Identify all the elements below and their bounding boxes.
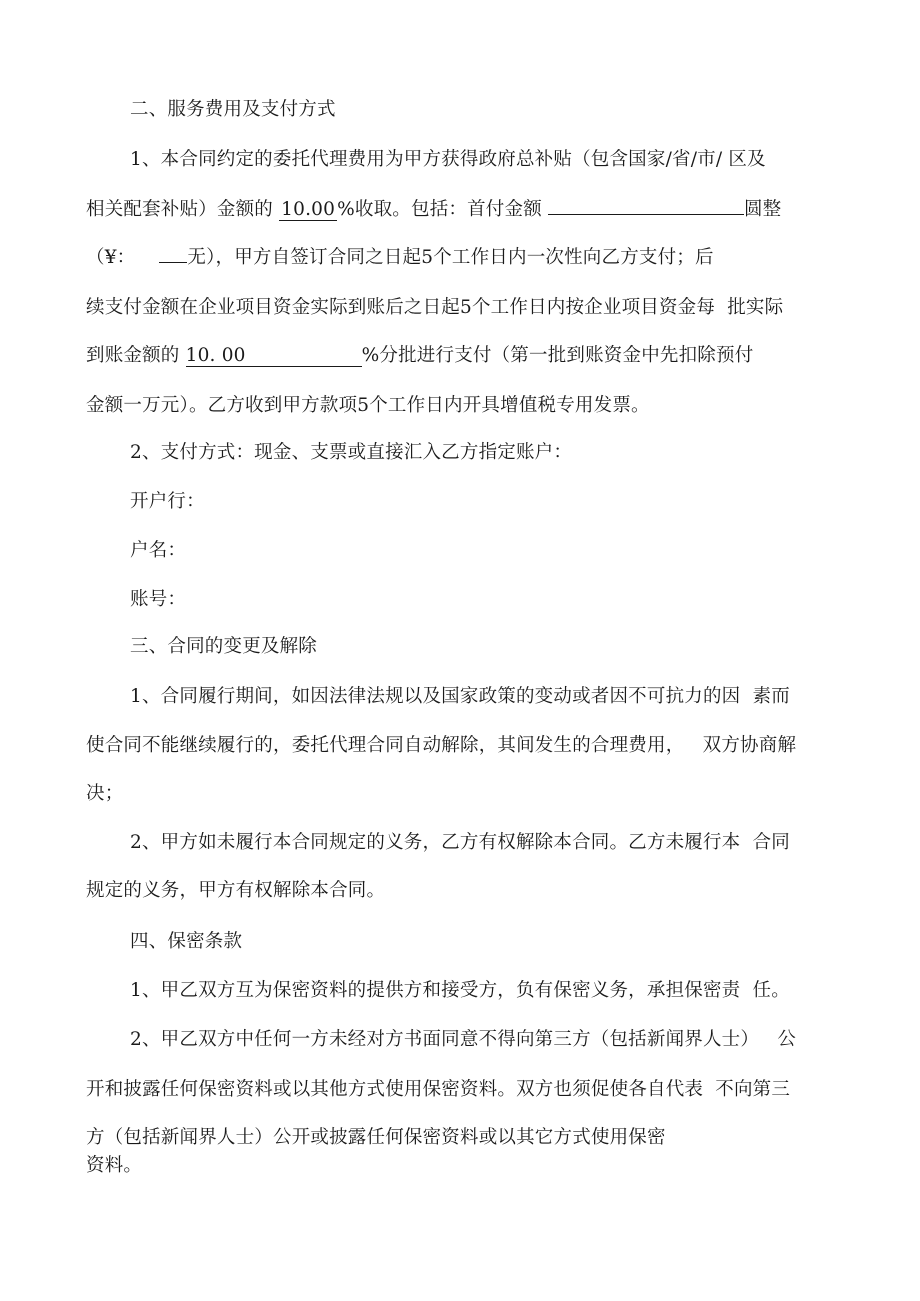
change-clause1-line2: 使合同不能继续履行的，委托代理合同自动解除，其间发生的合理费用， 双方协商解 xyxy=(86,735,797,756)
section-heading-change: 三、合同的变更及解除 xyxy=(130,636,318,657)
account-name-label: 户名： xyxy=(130,540,187,561)
batch-rate-value: 10. 00 xyxy=(186,346,362,367)
confidential-clause2-line1: 2、甲乙双方中任何一方未经对方书面同意不得向第三方（包括新闻界人士） 公 xyxy=(130,1029,797,1050)
bank-label: 开户行： xyxy=(130,491,205,512)
change-clause1-line3: 决； xyxy=(86,783,124,804)
change-clause2-line1: 2、甲方如未履行本合同规定的义务，乙方有权解除本合同。乙方未履行本 合同 xyxy=(130,832,790,853)
fees-line5-pre: 到账金额的 xyxy=(86,345,180,366)
confidential-clause2-line3: 方（包括新闻界人士）公开或披露任何保密资料或以其它方式使用保密 xyxy=(86,1127,666,1148)
fees-clause1-line5 xyxy=(86,344,753,368)
fees-clause1-line4: 续支付金额在企业项目资金实际到账后之日起5个工作日内按企业项目资金每 批实际 xyxy=(86,297,784,318)
yen-value: 无 xyxy=(187,247,207,268)
fees-line2-mid: %收取。包括：首付金额 xyxy=(337,199,542,220)
rate-value: 10.00 xyxy=(279,200,337,221)
section-heading-confidential: 四、保密条款 xyxy=(130,931,243,952)
fees-clause1-line3 xyxy=(86,246,714,270)
change-clause1-line1: 1、合同履行期间，如因法律法规以及国家政策的变动或者因不可抗力的因 素而 xyxy=(130,686,790,707)
confidential-clause2-line4: 资料。 xyxy=(86,1155,143,1176)
section-heading-fees: 二、服务费用及支付方式 xyxy=(130,99,336,120)
confidential-clause2-line2: 开和披露任何保密资料或以其他方式使用保密资料。双方也须促使各自代表 不向第三 xyxy=(86,1079,791,1100)
fees-line3-post: ），甲方自签订合同之日起5个工作日内一次性向乙方支付；后 xyxy=(206,247,714,268)
fees-clause2: 2、支付方式：现金、支票或直接汇入乙方指定账户： xyxy=(130,442,573,463)
account-number-label: 账号： xyxy=(130,589,187,610)
fees-clause1-line1: 1、本合同约定的委托代理费用为甲方获得政府总补贴（包含国家/省/市/ 区及 xyxy=(130,149,766,170)
fees-clause1-line2 xyxy=(86,198,781,222)
fees-line2-post: 圆整 xyxy=(743,199,782,220)
fees-line5-post: %分批进行支付（第一批到账资金中先扣除预付 xyxy=(361,345,754,366)
first-amount-blank xyxy=(548,214,744,215)
fees-line3-pre: （¥： xyxy=(86,247,136,268)
fees-clause1-line6: 金额一万元）。乙方收到甲方款项5个工作日内开具增值税专用发票。 xyxy=(86,395,650,416)
fees-line2-pre: 相关配套补贴）金额的 xyxy=(86,199,274,220)
change-clause2-line2: 规定的义务，甲方有权解除本合同。 xyxy=(86,880,386,901)
confidential-clause1: 1、甲乙双方互为保密资料的提供方和接受方，负有保密义务，承担保密责 任。 xyxy=(130,980,790,1001)
